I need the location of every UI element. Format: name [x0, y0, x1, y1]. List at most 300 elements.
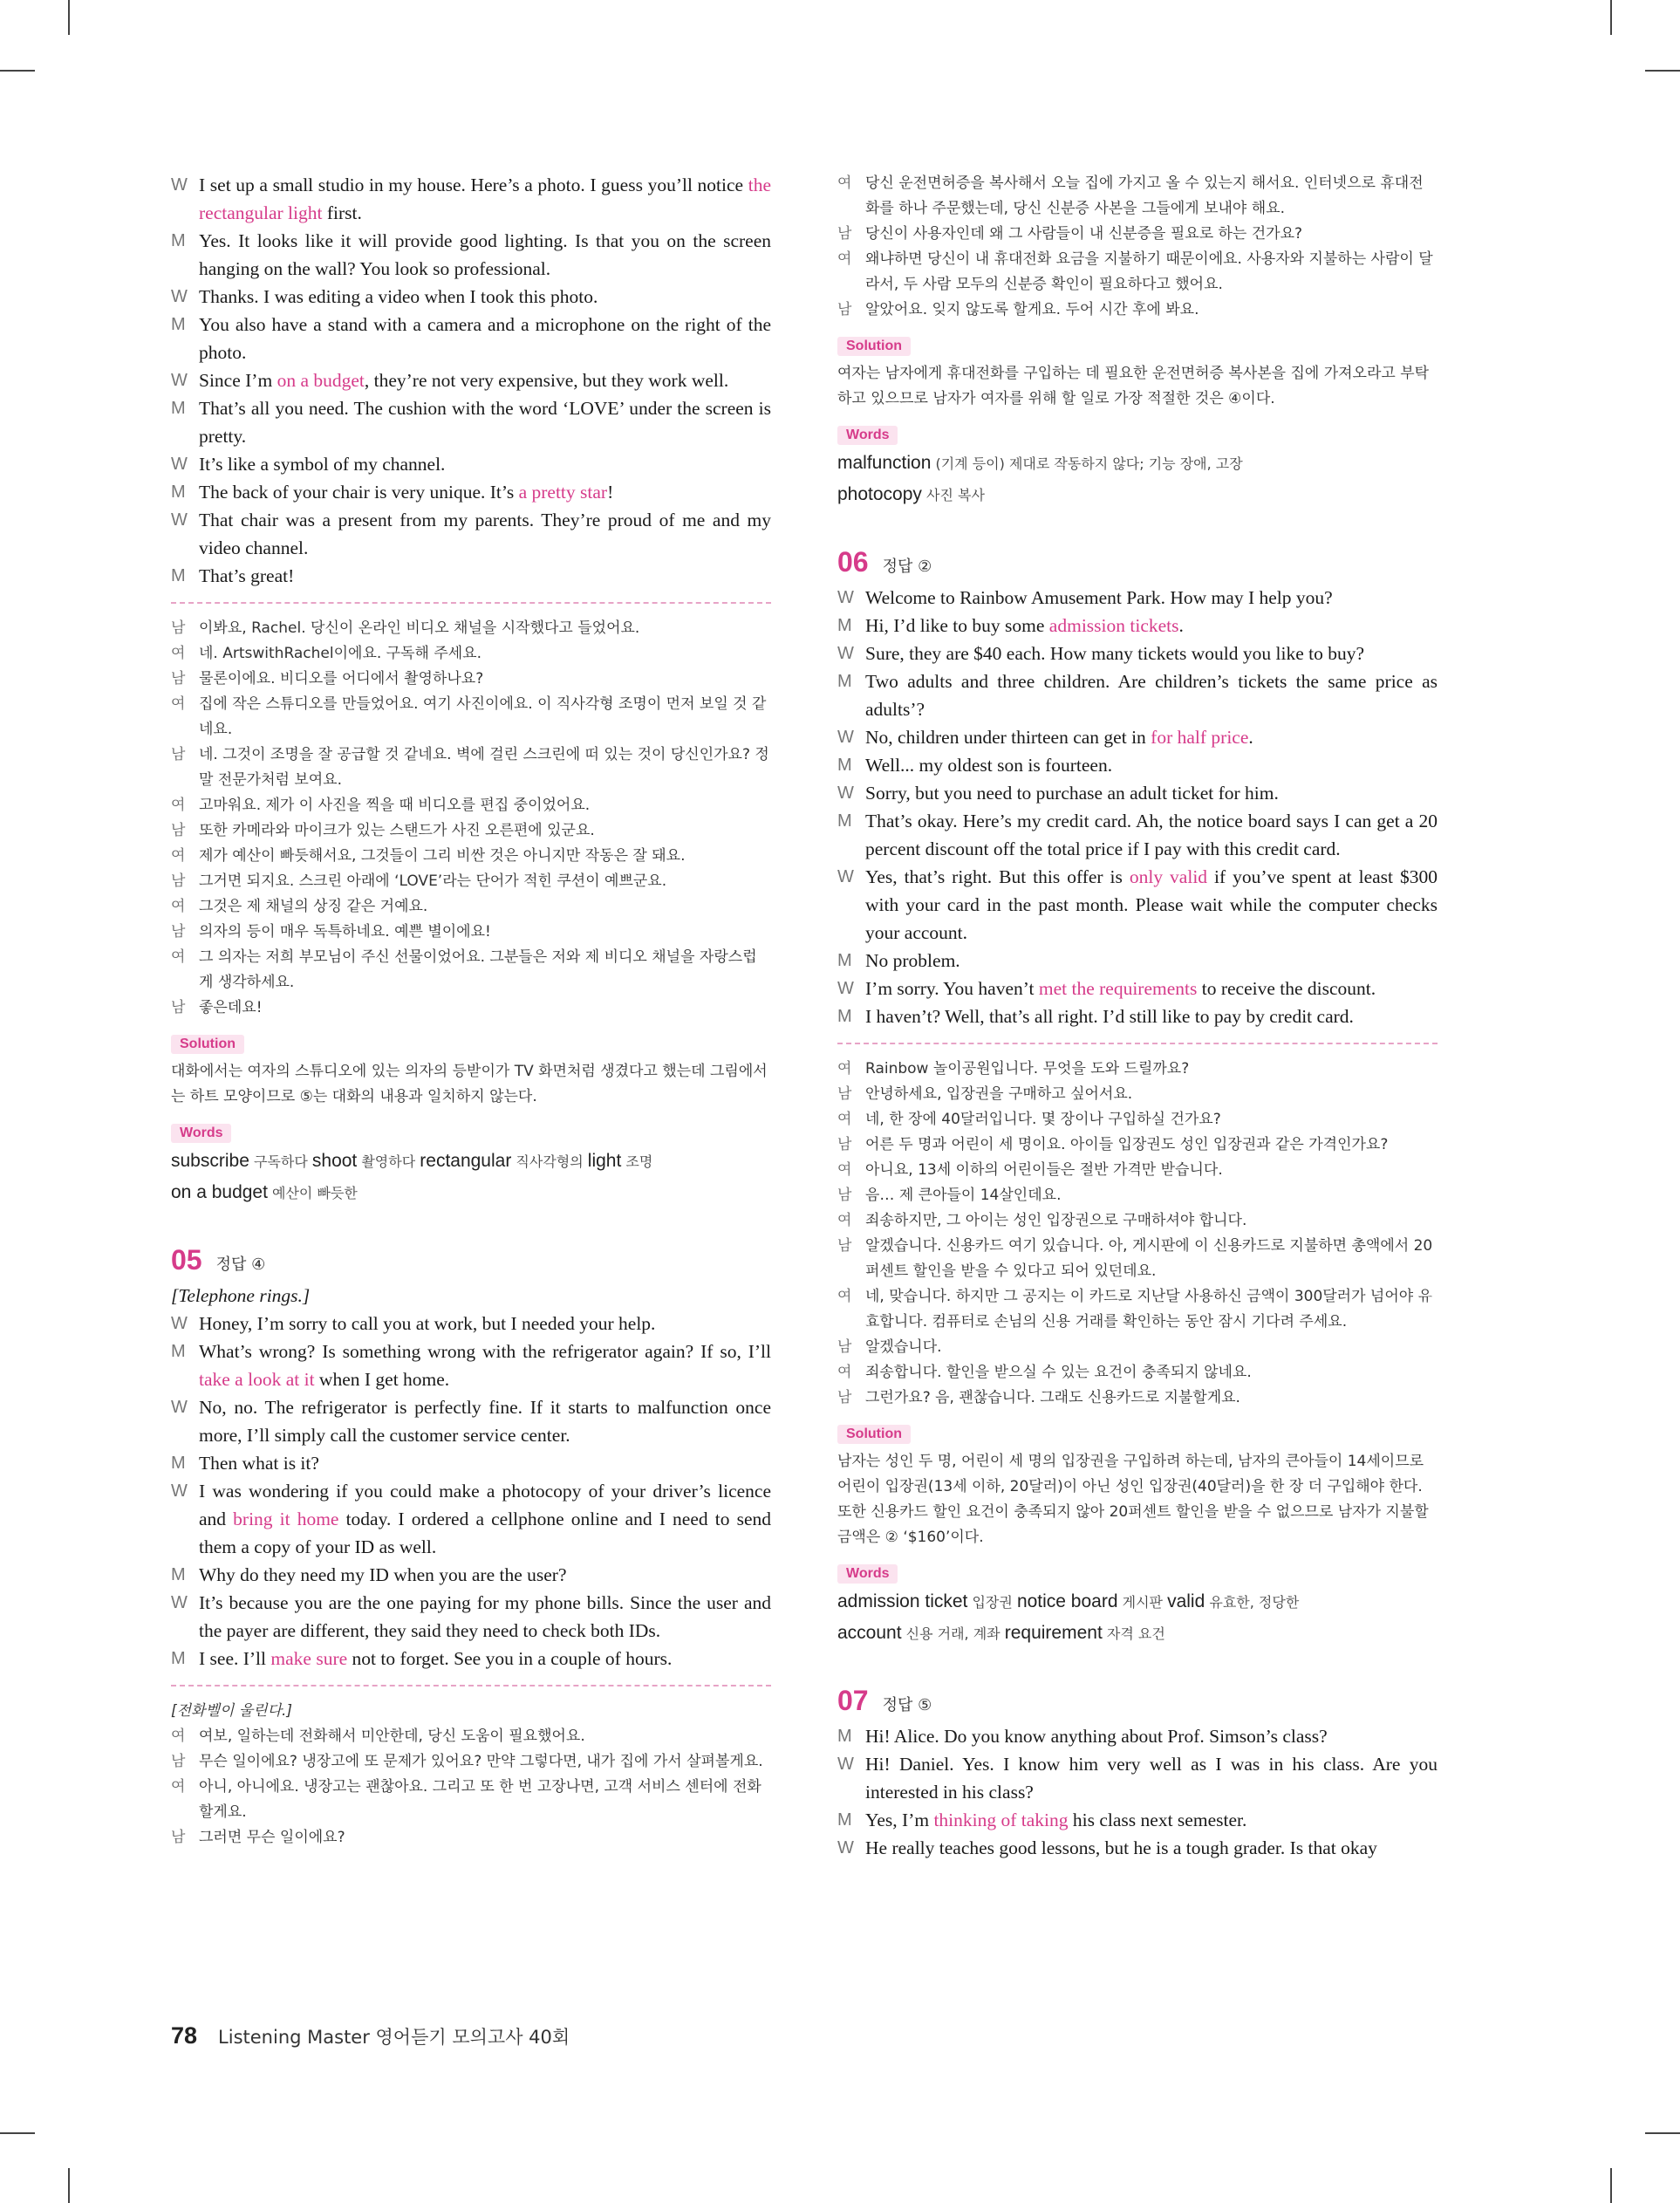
speaker-label: W [837, 867, 854, 886]
question-header-06 [837, 546, 1438, 578]
line-text: No, children under thirteen can get in [865, 727, 1151, 748]
dialogue-line [171, 1393, 771, 1449]
dialogue-line [171, 366, 771, 394]
line-text: Hi! Alice. Do you know anything about Prof. Simson’s class? [865, 1726, 1328, 1747]
translation-line [171, 1724, 771, 1749]
word-korean: 조명 [621, 1153, 653, 1170]
speaker-label: 여 [837, 1364, 852, 1381]
line-text: Well... my oldest son is fourteen. [865, 755, 1113, 776]
line-text: 그러면 무슨 일이에요? [199, 1829, 345, 1846]
translation-line [171, 995, 771, 1021]
speaker-label: 남 [837, 1338, 852, 1356]
translation-line [171, 869, 771, 894]
line-text: , they’re not very expensive, but they work well. [364, 370, 729, 391]
translation-line [171, 793, 771, 818]
line-text: He really teaches good lessons, but he is a tough grader. Is that okay [865, 1837, 1377, 1858]
speaker-label: W [171, 510, 188, 530]
speaker-label: 남 [171, 872, 186, 890]
speaker-label: 남 [171, 822, 186, 839]
q06-korean-translation [837, 1057, 1438, 1411]
translation-line [837, 222, 1438, 247]
speaker-label: 여 [837, 1060, 852, 1078]
speaker-label: 남 [171, 746, 186, 763]
translation-line [837, 1183, 1438, 1208]
speaker-label: M [171, 315, 186, 334]
speaker-label: 남 [837, 1187, 852, 1204]
speaker-label: 여 [837, 174, 852, 192]
translation-line [837, 1234, 1438, 1284]
speaker-label: M [171, 231, 186, 250]
line-text: I’m sorry. You haven’t [865, 978, 1039, 999]
speaker-label: 남 [171, 670, 186, 688]
word-english: photocopy [837, 484, 922, 504]
line-text: 아니요, 13세 이하의 어린이들은 절반 가격만 받습니다. [865, 1161, 1223, 1179]
speaker-label: 남 [837, 1136, 852, 1153]
line-text: Yes, that’s right. But this offer is [865, 866, 1130, 887]
line-text: today. I ordered a cellphone online and I need to send them a copy of your ID as well. [199, 1509, 771, 1557]
line-text: Sorry, but you need to purchase an adult ticket for him. [865, 783, 1279, 804]
dialogue-line [837, 1834, 1438, 1862]
translation-line [837, 171, 1438, 222]
korean-stage-direction: [전화벨이 울린다.] [171, 1702, 293, 1720]
word-korean: 예산이 빠듯한 [267, 1185, 358, 1201]
speaker-label: M [837, 951, 852, 970]
line-text: to receive the discount. [1197, 978, 1376, 999]
dialogue-line [171, 227, 771, 283]
divider [837, 1043, 1438, 1044]
translation-line [837, 1057, 1438, 1082]
speaker-label: 여 [171, 797, 186, 814]
crop-mark [1645, 70, 1680, 72]
line-text: 집에 작은 스튜디오를 만들었어요. 여기 사진이에요. 이 직사각형 조명이 먼저 보일 것 같네요. [199, 695, 767, 738]
question-number: 06 [837, 546, 869, 578]
highlighted-phrase: take a look at it [199, 1369, 315, 1390]
translation-line [171, 920, 771, 945]
word-korean: 사진 복사 [921, 487, 985, 503]
highlighted-phrase: a pretty star [518, 482, 608, 503]
dialogue-line [171, 478, 771, 506]
line-text: 무슨 일이에요? 냉장고에 또 문제가 있어요? 만약 그렇다면, 내가 집에 가서 살펴볼게요. [199, 1753, 763, 1770]
words-row [837, 1589, 1438, 1615]
word-english: notice board [1016, 1591, 1118, 1611]
speaker-label: 여 [171, 898, 186, 915]
line-text: I see. I’ll [199, 1648, 271, 1669]
line-text: It’s like a symbol of my channel. [199, 454, 446, 475]
line-text: 당신이 사용자인데 왜 그 사람들이 내 신분증을 필요로 하는 건가요? [865, 225, 1303, 243]
translation-line [837, 247, 1438, 298]
speaker-label: 여 [837, 1212, 852, 1229]
question-number: 05 [171, 1244, 202, 1276]
word-english: requirement [1004, 1623, 1103, 1643]
speaker-label: 여 [837, 1111, 852, 1128]
words-badge: Words [837, 426, 898, 445]
line-text: . [1178, 615, 1184, 636]
words-row [837, 482, 1438, 508]
speaker-label: W [837, 1838, 854, 1857]
line-text: 네, 맞습니다. 하지만 그 공지는 이 카드로 지난달 사용하신 금액이 300달러가 넘어야 유효합니다. 컴퓨터로 손님의 신용 거래를 확인하는 동안 잠시 기다려 주세요. [865, 1288, 1433, 1331]
q06-dialogue [837, 584, 1438, 1030]
word-english: subscribe [171, 1151, 249, 1171]
line-text: Yes. It looks like it will provide good lighting. Is that you on the screen hanging on the wall? You look so professional. [199, 230, 771, 279]
dialogue-line [171, 1561, 771, 1589]
crop-mark [0, 2132, 35, 2134]
line-text: 의자의 등이 매우 독특하네요. 예쁜 별이에요! [199, 923, 491, 941]
line-text: 네. ArtswithRachel이에요. 구독해 주세요. [199, 645, 482, 662]
speaker-label: 남 [837, 225, 852, 243]
dialogue-line [171, 394, 771, 450]
words-badge: Words [837, 1564, 898, 1584]
line-text: 아니, 아니에요. 냉장고는 괜찮아요. 그리고 또 한 번 고장나면, 고객 서비스 센터에 전화할게요. [199, 1778, 761, 1821]
speaker-label: 남 [837, 1085, 852, 1103]
translation-line [171, 1775, 771, 1825]
page-footer [171, 2022, 570, 2049]
line-text: 그것은 제 채널의 상징 같은 거예요. [199, 898, 428, 915]
line-text: It’s because you are the one paying for my phone bills. Since the user and the payer are different, they said they need to check both IDs. [199, 1592, 771, 1641]
crop-mark [68, 2168, 70, 2203]
speaker-label: M [171, 1565, 186, 1584]
line-text: 당신 운전면허증을 복사해서 오늘 집에 가지고 올 수 있는지 해서요. 인터넷으로 휴대전화를 하나 주문했는데, 당신 신분증 사본을 그들에게 보내야 해요. [865, 174, 1424, 217]
dialogue-line [837, 723, 1438, 751]
words-row [171, 1180, 771, 1206]
crop-mark [1610, 0, 1612, 35]
line-text: The back of your chair is very unique. It’s [199, 482, 519, 503]
line-text: 네, 한 장에 40달러입니다. 몇 장이나 구입하실 건가요? [865, 1111, 1221, 1128]
word-english: account [837, 1623, 902, 1643]
line-text: 죄송하지만, 그 아이는 성인 입장권으로 구매하셔야 합니다. [865, 1212, 1247, 1229]
translation-line [171, 894, 771, 920]
translation-line [171, 616, 771, 641]
line-text: Since I’m [199, 370, 277, 391]
left-column [171, 171, 771, 1851]
line-text: if you’ve spent at least $300 with your card in the past month. Please wait while the computer checks your account. [865, 866, 1438, 943]
divider [171, 1685, 771, 1686]
line-text: You also have a stand with a camera and a microphone on the right of the photo. [199, 314, 771, 363]
speaker-label: 여 [171, 1728, 186, 1745]
line-text: not to forget. See you in a couple of hours. [347, 1648, 673, 1669]
word-english: light [587, 1151, 622, 1171]
line-text: 고마워요. 제가 이 사진을 찍을 때 비디오를 편집 중이었어요. [199, 797, 591, 814]
line-text: Why do they need my ID when you are the user? [199, 1564, 567, 1585]
translation-line [171, 742, 771, 793]
line-text: I set up a small studio in my house. Here’s a photo. I guess you’ll notice [199, 174, 748, 195]
word-english: on a budget [171, 1182, 268, 1202]
crop-mark [0, 70, 35, 72]
speaker-label: 여 [171, 847, 186, 865]
translation-line [837, 1082, 1438, 1107]
translation-line [837, 298, 1438, 323]
line-text: Then what is it? [199, 1453, 319, 1474]
word-korean: 신용 거래, 계좌 [901, 1625, 1005, 1642]
speaker-label: 여 [171, 1778, 186, 1796]
q05-korean-translation [171, 1724, 771, 1851]
speaker-label: 남 [171, 999, 186, 1016]
speaker-label: W [171, 1314, 188, 1333]
speaker-label: M [171, 399, 186, 418]
line-text: 알겠습니다. [865, 1338, 942, 1356]
q05-solution-text: 여자는 남자에게 휴대전화를 구입하는 데 필요한 운전면허증 복사본을 집에 가져오라고 부탁하고 있으므로 남자가 여자를 위해 할 일로 가장 적절한 것은 ④이다. [837, 365, 1430, 407]
dialogue-line [837, 975, 1438, 1002]
translation-line [171, 641, 771, 667]
highlighted-phrase: make sure [270, 1648, 348, 1669]
highlighted-phrase: only valid [1129, 866, 1208, 887]
translation-line [837, 1284, 1438, 1335]
line-text: Welcome to Rainbow Amusement Park. How may I help you? [865, 587, 1333, 608]
line-text: That’s all you need. The cushion with the word ‘LOVE’ under the screen is pretty. [199, 398, 771, 447]
highlighted-phrase: thinking of taking [933, 1810, 1069, 1830]
line-text: Yes, I’m [865, 1810, 934, 1830]
speaker-label: 남 [837, 1389, 852, 1406]
line-text: 그거면 되지요. 스크린 아래에 ‘LOVE’라는 단어가 적힌 쿠션이 예쁘군요. [199, 872, 667, 890]
speaker-label: W [837, 644, 854, 663]
dialogue-line [171, 1338, 771, 1393]
dialogue-line [171, 1645, 771, 1673]
word-korean: 직사각형의 [511, 1153, 588, 1170]
speaker-label: M [171, 566, 186, 585]
q05-words-list [837, 450, 1438, 508]
speaker-label: W [171, 1593, 188, 1612]
dialogue-line [171, 311, 771, 366]
dialogue-line [837, 947, 1438, 975]
word-english: rectangular [420, 1151, 512, 1171]
line-text: 어른 두 명과 어린이 세 명이요. 아이들 입장권도 성인 입장권과 같은 가격인가요? [865, 1136, 1389, 1153]
line-text: 네. 그것이 조명을 잘 공급할 것 같네요. 벽에 걸린 스크린에 떠 있는 것이 당신인가요? 정말 전문가처럼 보여요. [199, 746, 769, 789]
speaker-label: 여 [171, 645, 186, 662]
dialogue-line [171, 1449, 771, 1477]
q05-korean-translation-continued [837, 171, 1438, 323]
dialogue-line [837, 1750, 1438, 1806]
line-text: That’s okay. Here’s my credit card. Ah, the notice board says I can get a 20 percent discount off the total price if I pay with this credit card. [865, 811, 1438, 859]
dialogue-line [837, 1722, 1438, 1750]
q06-solution-text: 남자는 성인 두 명, 어린이 세 명의 입장권을 구입하려 하는데, 남자의 큰아들이 14세이므로 어린이 입장권(13세 이하, 20달러)이 아닌 성인 입장권(40달러)을 한 장 더 구입해야 한다. 또한 신용카드 할인 요건이 충족되지 않아 20퍼센트 할인을 받을 수 없으므로 남자가 지불할 금액은 ② ‘$160’이다. [837, 1453, 1429, 1546]
line-text: That’s great! [199, 565, 295, 586]
dialogue-line [837, 612, 1438, 640]
speaker-label: 여 [171, 948, 186, 966]
words-row [837, 450, 1438, 476]
dialogue-line [171, 1310, 771, 1338]
dialogue-line [171, 283, 771, 311]
translation-line [837, 1360, 1438, 1385]
translation-line [837, 1385, 1438, 1411]
line-text: first. [322, 202, 362, 223]
line-text: Thanks. I was editing a video when I took this photo. [199, 286, 598, 307]
dialogue-line [837, 863, 1438, 947]
dialogue-line [837, 1806, 1438, 1834]
line-text: No problem. [865, 950, 960, 971]
speaker-label: 남 [837, 1237, 852, 1255]
speaker-label: M [837, 1810, 852, 1830]
dialogue-line [171, 1477, 771, 1561]
translation-line [171, 1825, 771, 1851]
speaker-label: 여 [837, 1161, 852, 1179]
word-korean: 게시판 [1117, 1594, 1168, 1611]
line-text: No, no. The refrigerator is perfectly fine. If it starts to malfunction once more, I’ll simply call the customer service center. [199, 1397, 771, 1446]
word-korean: 촬영하다 [357, 1153, 420, 1170]
answer-label: 정답 ④ [215, 1255, 266, 1274]
q06-words-list [837, 1589, 1438, 1646]
speaker-label: M [837, 1007, 852, 1026]
line-text: . [1248, 727, 1253, 748]
word-korean: 유효한, 정당한 [1205, 1594, 1300, 1611]
speaker-label: M [171, 1342, 186, 1361]
speaker-label: 남 [171, 1829, 186, 1846]
speaker-label: W [837, 979, 854, 998]
speaker-label: M [837, 672, 852, 691]
speaker-label: 남 [171, 1753, 186, 1770]
stage-direction: [Telephone rings.] [171, 1285, 311, 1306]
line-text: I haven’t? Well, that’s all right. I’d still like to pay by credit card. [865, 1006, 1354, 1027]
speaker-label: M [171, 482, 186, 502]
translation-line [837, 1208, 1438, 1234]
highlighted-phrase: on a budget [277, 370, 365, 391]
dialogue-line [837, 807, 1438, 863]
word-english: valid [1167, 1591, 1205, 1611]
highlighted-phrase: bring it home [233, 1509, 339, 1529]
q04-korean-translation [171, 616, 771, 1021]
speaker-label: W [837, 728, 854, 747]
words-badge: Words [171, 1124, 231, 1143]
line-text: Two adults and three children. Are children’s tickets the same price as adults’? [865, 671, 1438, 720]
speaker-label: M [171, 1454, 186, 1473]
word-korean: (기계 등이) 제대로 작동하지 않다; 기능 장애, 고장 [931, 455, 1243, 472]
right-column [837, 171, 1438, 1862]
speaker-label: W [171, 1398, 188, 1417]
solution-badge: Solution [837, 1425, 911, 1444]
line-text: 이봐요, Rachel. 당신이 온라인 비디오 채널을 시작했다고 들었어요. [199, 619, 640, 637]
dialogue-line [837, 667, 1438, 723]
speaker-label: 여 [837, 250, 852, 268]
translation-line [837, 1107, 1438, 1132]
translation-line [171, 818, 771, 844]
line-text: 죄송합니다. 할인을 받으실 수 있는 요건이 충족되지 않네요. [865, 1364, 1252, 1381]
dialogue-line [837, 779, 1438, 807]
line-text: Sure, they are $40 each. How many tickets would you like to buy? [865, 643, 1364, 664]
speaker-label: M [837, 1727, 852, 1746]
line-text: Rainbow 놀이공원입니다. 무엇을 도와 드릴까요? [865, 1060, 1190, 1078]
speaker-label: M [837, 616, 852, 635]
line-text: 제가 예산이 빠듯해서요, 그것들이 그리 비싼 것은 아니지만 작동은 잘 돼요. [199, 847, 686, 865]
line-text: Honey, I’m sorry to call you at work, but I needed your help. [199, 1313, 656, 1334]
answer-label: 정답 ⑤ [882, 1696, 932, 1714]
speaker-label: W [171, 287, 188, 306]
line-text: 좋은데요! [199, 999, 263, 1016]
translation-line [171, 844, 771, 869]
dialogue-line [837, 1002, 1438, 1030]
dialogue-line [171, 506, 771, 562]
line-text: 그 의자는 저희 부모님이 주신 선물이었어요. 그분들은 저와 제 비디오 채널을 자랑스럽게 생각하세요. [199, 948, 757, 991]
speaker-label: M [837, 811, 852, 831]
line-text: Hi, I’d like to buy some [865, 615, 1049, 636]
q05-dialogue [171, 1310, 771, 1673]
page-number: 78 [171, 2022, 198, 2049]
line-text: 알겠습니다. 신용카드 여기 있습니다. 아, 게시판에 이 신용카드로 지불하면 총액에서 20퍼센트 할인을 받을 수 있다고 되어 있던데요. [865, 1237, 1433, 1280]
speaker-label: W [171, 371, 188, 390]
line-text: 안녕하세요, 입장권을 구매하고 싶어서요. [865, 1085, 1133, 1103]
word-english: admission ticket [837, 1591, 968, 1611]
line-text: 그런가요? 음, 괜찮습니다. 그래도 신용카드로 지불할게요. [865, 1389, 1240, 1406]
highlighted-phrase: admission tickets [1048, 615, 1179, 636]
q07-dialogue [837, 1722, 1438, 1862]
speaker-label: 여 [171, 695, 186, 713]
dialogue-line [837, 640, 1438, 667]
dialogue-line [171, 171, 771, 227]
translation-line [837, 1335, 1438, 1360]
word-english: shoot [311, 1151, 358, 1171]
word-korean: 자격 요건 [1102, 1625, 1165, 1642]
question-number: 07 [837, 1685, 869, 1716]
translation-line [837, 1132, 1438, 1158]
dialogue-line [837, 584, 1438, 612]
line-text: 또한 카메라와 마이크가 있는 스탠드가 사진 오른편에 있군요. [199, 822, 595, 839]
crop-mark [1645, 2132, 1680, 2134]
dialogue-line [171, 450, 771, 478]
highlighted-phrase: met the requirements [1038, 978, 1198, 999]
highlighted-phrase: for half price [1151, 727, 1249, 748]
q04-solution-text: 대화에서는 여자의 스튜디오에 있는 의자의 등받이가 TV 화면처럼 생겼다고 했는데 그림에서는 하트 모양이므로 ⑤는 대화의 내용과 일치하지 않는다. [171, 1063, 768, 1105]
divider [171, 602, 771, 604]
line-text: his class next semester. [1068, 1810, 1247, 1830]
book-title: Listening Master 영어듣기 모의고사 40회 [218, 2027, 570, 2048]
speaker-label: W [171, 1481, 188, 1501]
crop-mark [68, 0, 70, 35]
speaker-label: W [837, 1755, 854, 1774]
line-text: when I get home. [314, 1369, 450, 1390]
line-text: That chair was a present from my parents. They’re proud of me and my video channel. [199, 510, 771, 558]
words-row [837, 1620, 1438, 1646]
words-row [171, 1148, 771, 1174]
translation-line [171, 1749, 771, 1775]
solution-badge: Solution [837, 337, 911, 356]
highlighted-phrase: the rectangular light [199, 174, 771, 223]
q04-words-list [171, 1148, 771, 1206]
speaker-label: 남 [837, 301, 852, 318]
question-header-05 [171, 1244, 771, 1276]
dialogue-line [837, 751, 1438, 779]
translation-line [171, 945, 771, 995]
speaker-label: M [837, 756, 852, 775]
line-text: 여보, 일하는데 전화해서 미안한데, 당신 도움이 필요했어요. [199, 1728, 585, 1745]
question-header-07 [837, 1685, 1438, 1717]
translation-line [837, 1158, 1438, 1183]
answer-label: 정답 ② [882, 558, 932, 576]
solution-badge: Solution [171, 1035, 244, 1054]
speaker-label: M [171, 1649, 186, 1668]
speaker-label: W [837, 783, 854, 803]
q04-dialogue [171, 171, 771, 590]
word-korean: 입장권 [967, 1594, 1017, 1611]
speaker-label: W [171, 455, 188, 474]
translation-line [171, 667, 771, 692]
speaker-label: W [837, 588, 854, 607]
word-korean: 구독하다 [249, 1153, 312, 1170]
speaker-label: 여 [837, 1288, 852, 1305]
crop-mark [1610, 2168, 1612, 2203]
line-text: ! [607, 482, 614, 503]
dialogue-line [171, 562, 771, 590]
line-text: Hi! Daniel. Yes. I know him very well as I was in his class. Are you interested in his class? [865, 1754, 1438, 1803]
speaker-label: 남 [171, 923, 186, 941]
line-text: 물론이에요. 비디오를 어디에서 촬영하나요? [199, 670, 484, 688]
speaker-label: 남 [171, 619, 186, 637]
line-text: I was wondering if you could make a photocopy of your driver’s licence and [199, 1481, 771, 1529]
speaker-label: W [171, 175, 188, 195]
line-text: What’s wrong? Is something wrong with the refrigerator again? If so, I’ll [199, 1341, 771, 1362]
dialogue-line [171, 1589, 771, 1645]
line-text: 음… 제 큰아들이 14살인데요. [865, 1187, 1062, 1204]
word-english: malfunction [837, 453, 932, 473]
line-text: 왜냐하면 당신이 내 휴대전화 요금을 지불하기 때문이에요. 사용자와 지불하는 사람이 달라서, 두 사람 모두의 신분증 확인이 필요하다고 했어요. [865, 250, 1433, 293]
line-text: 알았어요. 잊지 않도록 할게요. 두어 시간 후에 봐요. [865, 301, 1199, 318]
translation-line [171, 692, 771, 742]
